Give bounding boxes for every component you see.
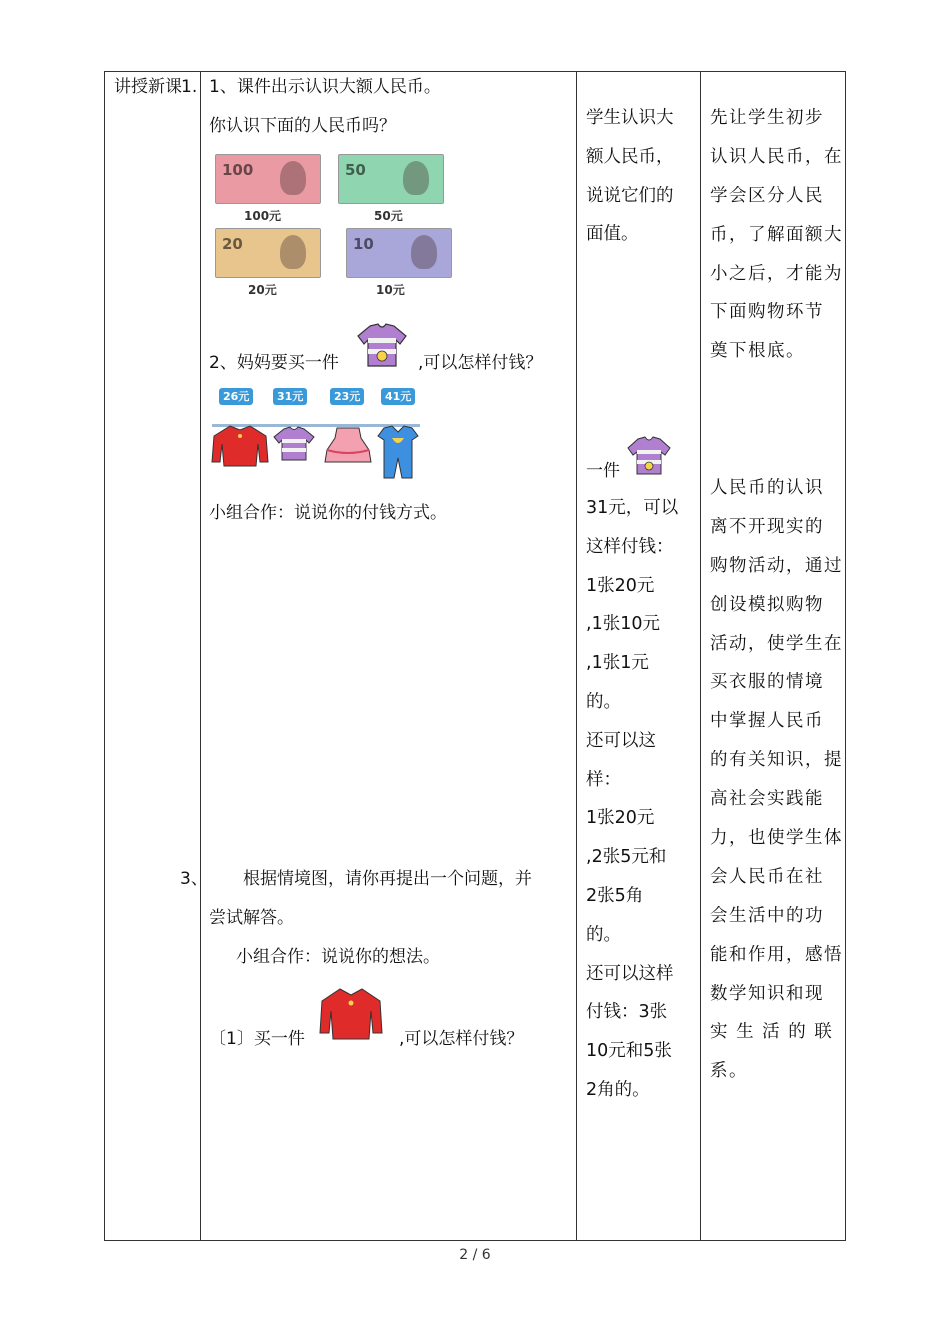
- intent-line: 币，了解面额大: [710, 224, 843, 245]
- portrait-icon: [280, 235, 306, 269]
- intent-line: 小之后，才能为: [710, 263, 843, 284]
- column-divider: [576, 72, 577, 1240]
- sub1-prefix: 〔1〕买一件: [209, 1029, 305, 1049]
- pink-skirt-icon: [323, 426, 373, 466]
- intent-line: 的有关知识，提: [710, 750, 843, 771]
- item3-line2: 尝试解答。: [209, 908, 294, 928]
- item2-prefix: 2、妈妈要买一件: [209, 353, 339, 373]
- red-sweater-icon: [210, 422, 270, 468]
- activity-line: 2张5角: [586, 885, 644, 906]
- banknote-denomination: 10: [353, 235, 374, 253]
- intent-line: 高社会实践能: [710, 789, 824, 810]
- striped-shirt-icon: [626, 436, 672, 476]
- group-work-prompt: 小组合作：说说你的付钱方式。: [209, 503, 447, 523]
- banknote-denomination: 100: [222, 161, 254, 179]
- banknote-image: [346, 228, 452, 278]
- banknote-caption: 10元: [376, 283, 405, 297]
- page-number: 2 / 6: [459, 1247, 491, 1263]
- price-tag: 41元: [381, 388, 415, 405]
- banknote-denomination: 50: [345, 161, 366, 179]
- activity-line: 31元，可以: [586, 498, 679, 518]
- intent-line: 数学知识和现: [710, 983, 824, 1004]
- banknote-caption: 50元: [374, 209, 403, 223]
- student-activity-block1: [586, 99, 674, 254]
- intent-line: 活动，使学生在: [710, 633, 843, 654]
- activity-line: 1张20元: [586, 575, 655, 596]
- row-label-number: 1.: [181, 77, 198, 97]
- item1-question: 你认识下面的人民币吗？: [209, 116, 396, 136]
- activity-line: 样：: [586, 769, 621, 790]
- price-tag: 23元: [330, 388, 364, 405]
- student-activity-block2: [586, 489, 678, 1110]
- item3-line1: 根据情境图，请你再提出一个问题，并: [243, 869, 532, 889]
- intent-line: 会人民币在社: [710, 866, 824, 887]
- item1-title: 1、课件出示认识大额人民币。: [209, 77, 441, 97]
- item3-number: 3、: [180, 869, 208, 889]
- activity-line: 的。: [586, 924, 621, 945]
- intent-line: 先让学生初步: [710, 108, 824, 128]
- intent-line: 下面购物环节: [710, 302, 824, 323]
- banknote-image: [215, 228, 321, 278]
- activity-line: 这样付钱：: [586, 536, 674, 557]
- intent-line: 认识人民币，在: [710, 146, 843, 167]
- banknote-image: [338, 154, 444, 204]
- intent-line: 实 生 活 的 联: [710, 1022, 834, 1043]
- row-label: 讲授新课: [114, 77, 182, 97]
- activity-one-piece: 一件: [586, 461, 620, 481]
- red-sweater-icon: [318, 985, 384, 1041]
- column-divider: [200, 72, 201, 1240]
- intent-line: 购物活动，通过: [710, 555, 843, 576]
- intent-line: 中掌握人民币: [710, 711, 824, 732]
- price-tag: 26元: [219, 388, 253, 405]
- overalls-icon: [376, 422, 420, 482]
- activity-line: 的。: [586, 691, 621, 712]
- intent-line: 离不开现实的: [710, 516, 824, 537]
- banknote-denomination: 20: [222, 235, 243, 253]
- activity-line: 2角的。: [586, 1079, 650, 1100]
- intent-line: 系。: [710, 1061, 748, 1082]
- intent-line: 人民币的认识: [710, 478, 824, 498]
- activity-line: ,2张5元和: [586, 847, 667, 868]
- design-intent-block2: [710, 469, 843, 1091]
- design-intent-block1: [710, 99, 843, 371]
- activity-line: 额人民币，: [586, 146, 674, 167]
- banknote-caption: 20元: [248, 283, 277, 297]
- intent-line: 会生活中的功: [710, 905, 824, 926]
- activity-line: 还可以这: [586, 730, 656, 751]
- activity-line: 说说它们的: [586, 185, 674, 206]
- activity-line: 付钱：3张: [586, 1002, 668, 1023]
- activity-line: 10元和5张: [586, 1041, 672, 1062]
- striped-shirt-icon: [356, 322, 408, 368]
- price-tag: 31元: [273, 388, 307, 405]
- item3-group-work: 小组合作：说说你的想法。: [236, 947, 440, 967]
- sub1-suffix: ,可以怎样付钱？: [399, 1029, 524, 1049]
- intent-line: 力，也使学生体: [710, 828, 843, 849]
- portrait-icon: [411, 235, 437, 269]
- activity-line: ,1张10元: [586, 614, 660, 635]
- activity-line: ,1张1元: [586, 653, 649, 674]
- intent-line: 奠下根底。: [710, 341, 805, 362]
- intent-line: 买衣服的情境: [710, 672, 824, 693]
- striped-shirt-icon: [272, 426, 316, 462]
- item2-suffix: ,可以怎样付钱？: [418, 353, 543, 373]
- intent-line: 创设模拟购物: [710, 594, 824, 615]
- portrait-icon: [403, 161, 429, 195]
- intent-line: 学会区分人民: [710, 185, 824, 206]
- intent-line: 能和作用，感悟: [710, 944, 843, 965]
- banknote-caption: 100元: [244, 209, 282, 223]
- activity-line: 面值。: [586, 224, 639, 245]
- portrait-icon: [280, 161, 306, 195]
- activity-line: 还可以这样: [586, 963, 674, 984]
- banknote-image: [215, 154, 321, 204]
- column-divider: [700, 72, 701, 1240]
- activity-line: 学生认识大: [586, 108, 674, 128]
- activity-line: 1张20元: [586, 808, 655, 829]
